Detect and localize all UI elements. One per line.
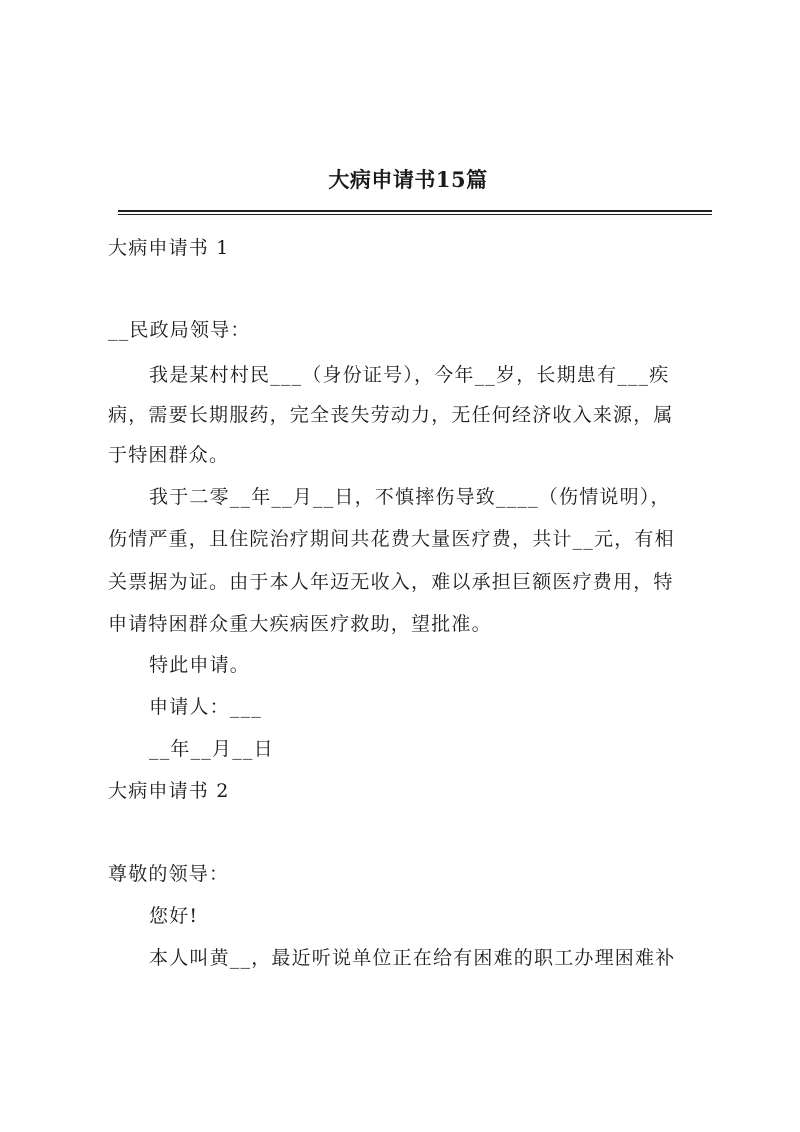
salutation: __民政局领导：: [108, 319, 251, 341]
section-heading: 大病申请书 2: [108, 780, 230, 802]
paragraph-line: 本人叫黄__，最近听说单位正在给有困难的职工办理困难补: [149, 947, 676, 969]
document-title: 大病申请书15篇: [328, 167, 488, 192]
paragraph-line: 申请特困群众重大疾病医疗救助，望批准。: [108, 613, 492, 635]
paragraph-line: 我于二零__年__月__日，不慎摔伤导致____（伤情说明），: [149, 486, 671, 508]
date-line: __年__月__日: [149, 738, 274, 760]
paragraph-line: 于特困群众。: [108, 444, 230, 466]
section-heading: 大病申请书 1: [108, 237, 230, 259]
paragraph-line: 关票据为证。由于本人年迈无收入，难以承担巨额医疗费用，特: [108, 571, 674, 593]
title-rule-thin: [118, 214, 712, 215]
applicant-line: 申请人：___: [149, 696, 262, 718]
paragraph-line: 我是某村村民___（身份证号），今年__岁，长期患有___疾: [149, 364, 670, 386]
title-rule-thick: [118, 210, 712, 212]
salutation: 尊敬的领导：: [108, 863, 230, 885]
paragraph-line: 病，需要长期服药，完全丧失劳动力，无任何经济收入来源，属: [108, 404, 674, 426]
greeting: 您好!: [149, 905, 199, 927]
closing-text: 特此申请。: [149, 654, 251, 676]
paragraph-line: 伤情严重，且住院治疗期间共花费大量医疗费，共计__元，有相: [108, 528, 675, 550]
